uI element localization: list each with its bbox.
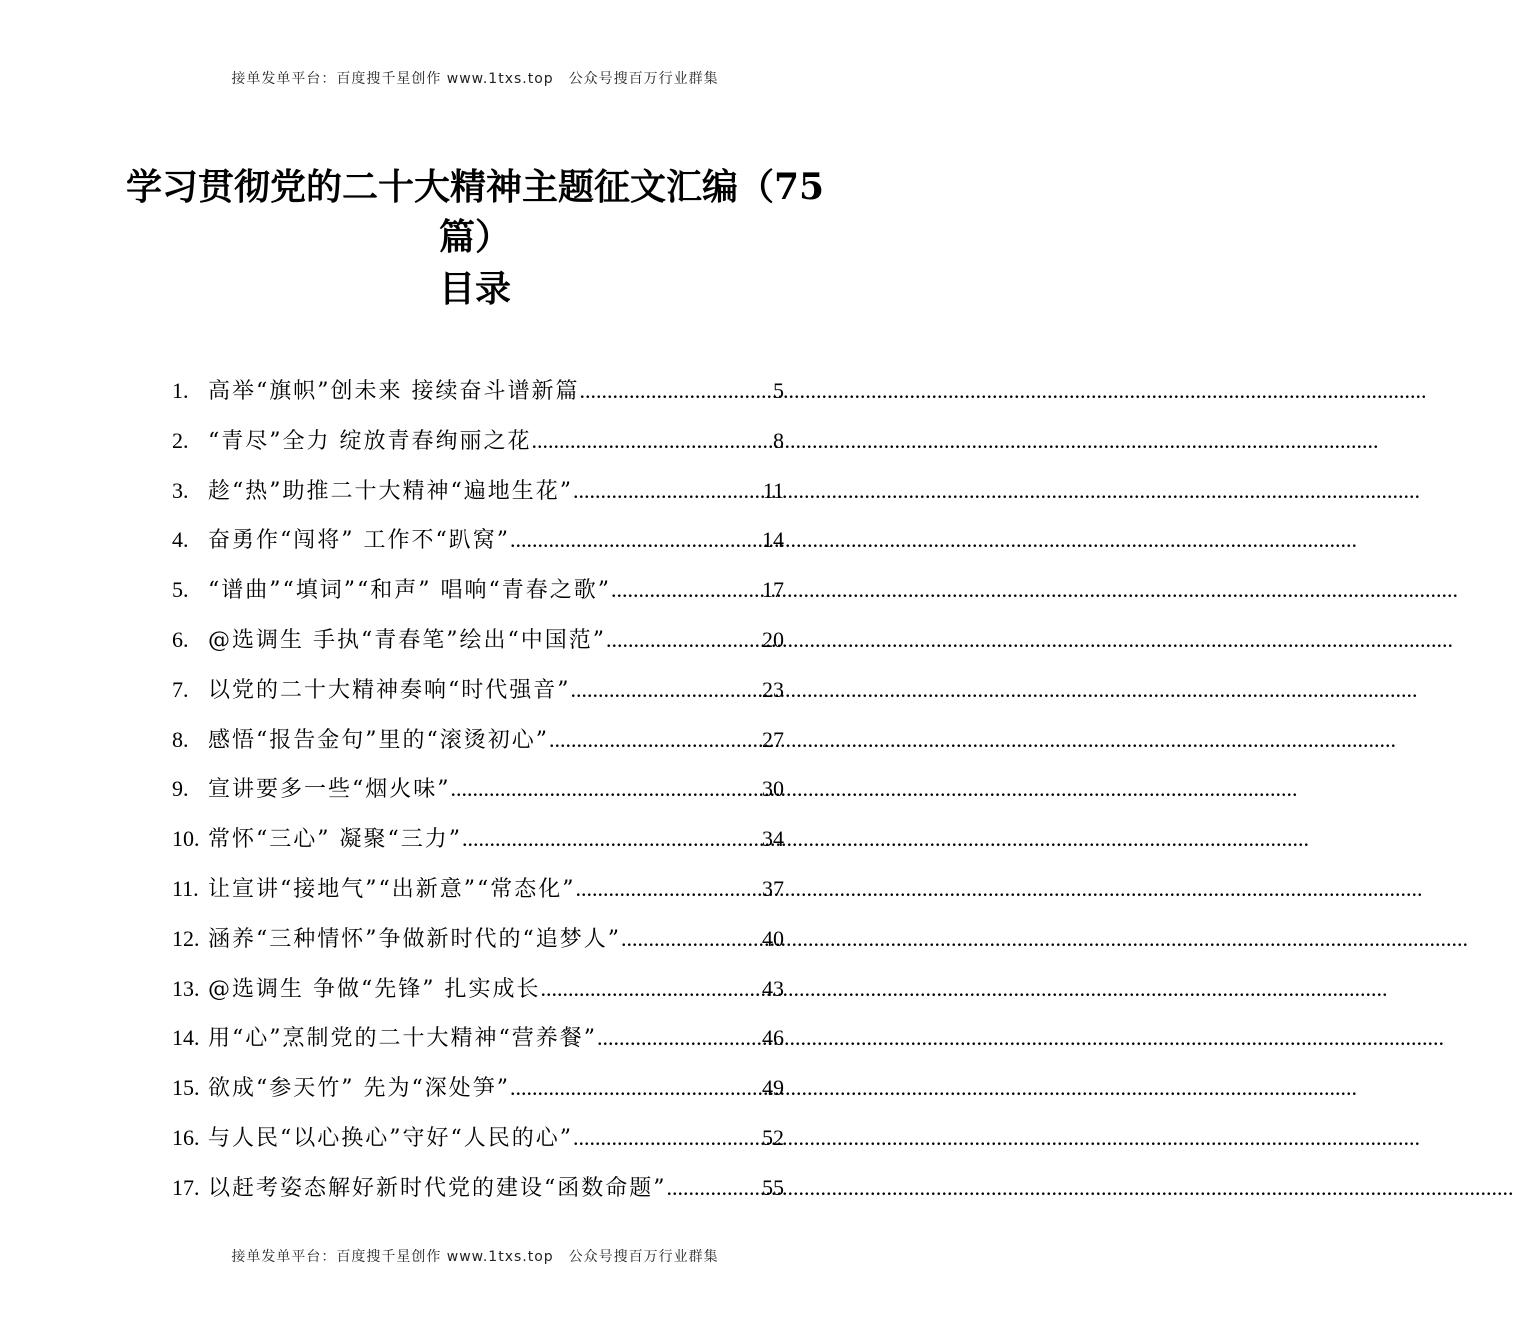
toc-dot-leader — [597, 1013, 762, 1063]
toc-dot-leader — [580, 366, 774, 416]
toc-entry[interactable] — [172, 1113, 784, 1163]
toc-entry-page: 14 — [762, 527, 784, 553]
toc-entry[interactable] — [172, 665, 784, 715]
toc-entry-number: 17. — [172, 1174, 200, 1200]
toc-entry-number: 8. — [172, 726, 189, 752]
toc-entry-page: 55 — [762, 1174, 784, 1200]
toc-dot-leader — [549, 715, 762, 765]
header-watermark-note: 接单发单平台：百度搜千星创作 www.1txs.top 公众号搜百万行业群集 — [231, 71, 719, 87]
toc-entry[interactable] — [172, 1163, 784, 1213]
toc-entry-number: 5. — [172, 577, 189, 603]
toc-entry-number: 2. — [172, 427, 189, 453]
toc-entry-title: 常怀“三心” 凝聚“三力” — [208, 827, 462, 853]
toc-entry-title: @选调生 争做“先锋” 扎实成长 — [208, 976, 541, 1002]
toc-entry-title: “谱曲”“填词”“和声” 唱响“青春之歌” — [208, 578, 611, 604]
toc-entry[interactable] — [172, 416, 784, 466]
toc-entry[interactable] — [172, 615, 784, 665]
toc-entry-page: 17 — [762, 577, 784, 603]
toc-entry-page: 46 — [762, 1025, 784, 1051]
toc-entry-number: 12. — [172, 925, 200, 951]
toc-entry-number: 4. — [172, 527, 189, 553]
toc-entry-title: 以赶考姿态解好新时代党的建设“函数命题” — [208, 1175, 667, 1201]
toc-heading: 目录 — [438, 268, 511, 310]
toc-entry[interactable] — [172, 1013, 784, 1063]
toc-entry[interactable] — [172, 366, 784, 416]
document-title — [120, 162, 830, 262]
toc-entry-title: @选调生 手执“青春笔”绘出“中国范” — [208, 627, 606, 653]
toc-entry[interactable] — [172, 715, 784, 765]
toc-entry-title: 用“心”烹制党的二十大精神“营养餐” — [208, 1026, 597, 1052]
toc-entry-page: 34 — [762, 826, 784, 852]
toc-entry[interactable] — [172, 515, 784, 565]
toc-entry-page: 43 — [762, 975, 784, 1001]
toc-entry[interactable] — [172, 565, 784, 615]
toc-entry-page: 27 — [762, 726, 784, 752]
toc-dot-leader — [571, 665, 763, 715]
toc-entry-title: 感悟“报告金句”里的“滚烫初心” — [208, 727, 549, 753]
toc-dot-leader — [451, 764, 763, 814]
toc-entry-title: 与人民“以心换心”守好“人民的心” — [208, 1125, 573, 1151]
toc-entry-number: 6. — [172, 626, 189, 652]
toc-entry-number: 7. — [172, 676, 189, 702]
toc-entry-page: 11 — [762, 477, 784, 503]
toc-entry-page: 30 — [762, 776, 784, 802]
toc-entry-page: 37 — [762, 875, 784, 901]
toc-entry[interactable] — [172, 864, 784, 914]
toc-entry-title: 让宣讲“接地气”“出新意”“常态化” — [208, 876, 576, 902]
footer-watermark-note: 接单发单平台：百度搜千星创作 www.1txs.top 公众号搜百万行业群集 — [231, 1249, 719, 1265]
toc-entry-number: 1. — [172, 378, 189, 403]
document-title-line-1: 学习贯彻党的二十大精神主题征文汇编（75 — [125, 166, 825, 208]
toc-entry[interactable] — [172, 964, 784, 1014]
toc-entry-title: 涵养“三种情怀”争做新时代的“追梦人” — [208, 926, 621, 952]
toc-dot-leader — [510, 1063, 762, 1113]
toc-entry-title: 奋勇作“闯将” 工作不“趴窝” — [208, 528, 510, 554]
toc-dot-leader — [611, 565, 762, 615]
toc-entry-number: 10. — [172, 826, 200, 852]
toc-entry-title: 宣讲要多一些“烟火味” — [208, 777, 451, 803]
toc-entry-title: 趁“热”助推二十大精神“遍地生花” — [208, 478, 573, 504]
toc-entry-title: 高举“旗帜”创未来 接续奋斗谱新篇 — [208, 379, 580, 404]
table-of-contents — [172, 366, 784, 1213]
toc-entry-page: 5 — [773, 378, 784, 403]
toc-entry-number: 9. — [172, 776, 189, 802]
toc-dot-leader — [667, 1163, 763, 1213]
toc-dot-leader — [462, 814, 762, 864]
toc-entry-page: 23 — [762, 676, 784, 702]
toc-entry-title: 以党的二十大精神奏响“时代强音” — [208, 677, 571, 703]
toc-entry-number: 13. — [172, 975, 200, 1001]
toc-dot-leader — [573, 466, 763, 516]
toc-entry-page: 8 — [773, 427, 784, 453]
toc-entry-number: 16. — [172, 1124, 200, 1150]
toc-dot-leader — [532, 416, 774, 466]
toc-dot-leader — [573, 1113, 762, 1163]
toc-entry-number: 3. — [172, 477, 189, 503]
document-title-line-2: 篇） — [438, 216, 511, 258]
toc-dot-leader — [575, 864, 762, 914]
toc-entry-number: 14. — [172, 1025, 200, 1051]
toc-entry-page: 52 — [762, 1124, 784, 1150]
toc-entry-page: 20 — [762, 626, 784, 652]
toc-entry[interactable] — [172, 914, 784, 964]
toc-entry-number: 15. — [172, 1075, 200, 1101]
toc-entry[interactable] — [172, 814, 784, 864]
toc-dot-leader — [540, 964, 762, 1014]
toc-dot-leader — [510, 515, 762, 565]
toc-entry-number: 11. — [172, 875, 199, 901]
toc-entry[interactable] — [172, 764, 784, 814]
toc-entry-title: “青尽”全力 绽放青春绚丽之花 — [208, 428, 532, 454]
toc-entry-title: 欲成“参天竹” 先为“深处笋” — [208, 1076, 510, 1102]
toc-dot-leader — [621, 914, 762, 964]
toc-entry[interactable] — [172, 466, 784, 516]
toc-dot-leader — [606, 615, 762, 665]
toc-entry-page: 40 — [762, 925, 784, 951]
toc-entry[interactable] — [172, 1063, 784, 1113]
toc-entry-page: 49 — [762, 1075, 784, 1101]
